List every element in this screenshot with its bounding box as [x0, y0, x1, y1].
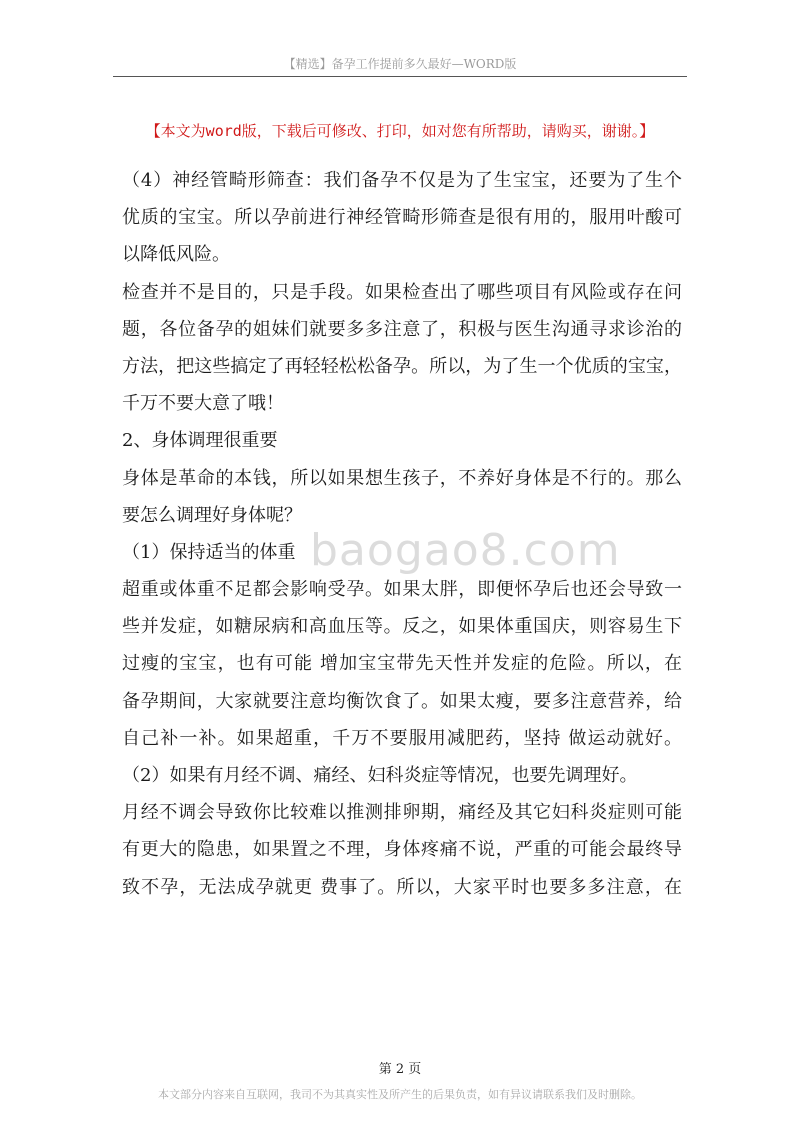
text-line: 以降低风险。 [122, 244, 230, 266]
text-line: 些并发症，如糖尿病和高血压等。反之，如果体重国庆，则容易生下 [122, 616, 682, 638]
download-notice: 【本文为word版，下载后可修改、打印，如对您有所帮助，请购买，谢谢。】 [145, 122, 655, 140]
body-text [122, 162, 682, 906]
text-line: 备孕期间，大家就要注意均衡饮食了。如果太瘦，要多注意营养，给 [122, 690, 682, 712]
text-line: 月经不调会导致你比较难以推测排卵期，痛经及其它妇科炎症则可能 [122, 802, 682, 824]
text-line: 有更大的隐患，如果置之不理，身体疼痛不说，严重的可能会最终导 [122, 839, 682, 861]
page-number: 第 2 页 [378, 1062, 422, 1077]
text-line: 过瘦的宝宝，也有可能 增加宝宝带先天性并发症的危险。所以，在 [122, 653, 682, 675]
subsection-heading: （2）如果有月经不调、痛经、妇科炎症等情况，也要先调理好。 [122, 765, 638, 786]
text-line: 要怎么调理好身体呢？ [122, 504, 302, 526]
text-line: 超重或体重不足都会影响受孕。如果太胖，即便怀孕后也还会导致一 [122, 579, 682, 601]
page-header: 【精选】备孕工作提前多久最好—WORD版 [283, 57, 517, 71]
text-line: 千万不要大意了哦！ [122, 393, 284, 415]
text-line: 题，各位备孕的姐妹们就要多多注意了，积极与医生沟通寻求诊治的 [122, 318, 682, 340]
header-divider [113, 76, 687, 77]
text-line: 致不孕，无法成孕就更 费事了。所以，大家平时也要多多注意，在 [122, 876, 682, 898]
watermark-text: baogao8.com [310, 525, 621, 576]
text-line: 身体是革命的本钱，所以如果想生孩子，不养好身体是不行的。那么 [122, 467, 682, 489]
text-line: 优质的宝宝。所以孕前进行神经管畸形筛查是很有用的，服用叶酸可 [122, 207, 682, 229]
text-line: （4）神经管畸形筛查：我们备孕不仅是为了生宝宝，还要为了生个 [122, 170, 682, 191]
text-line: 自己补一补。如果超重，千万不要服用减肥药，坚持 做运动就好。 [122, 727, 682, 749]
footer-disclaimer: 本文部分内容来自互联网，我司不为其真实性及所产生的后果负责，如有异议请联系我们及时删除。 [158, 1088, 642, 1101]
section-heading: 2、身体调理很重要 [122, 430, 278, 452]
text-line: 方法，把这些搞定了再轻轻松松备孕。所以，为了生一个优质的宝宝， [122, 355, 682, 377]
subsection-heading: （1）保持适当的体重 [122, 541, 296, 563]
text-line: 检查并不是目的，只是手段。如果检查出了哪些项目有风险或存在问 [122, 281, 682, 303]
